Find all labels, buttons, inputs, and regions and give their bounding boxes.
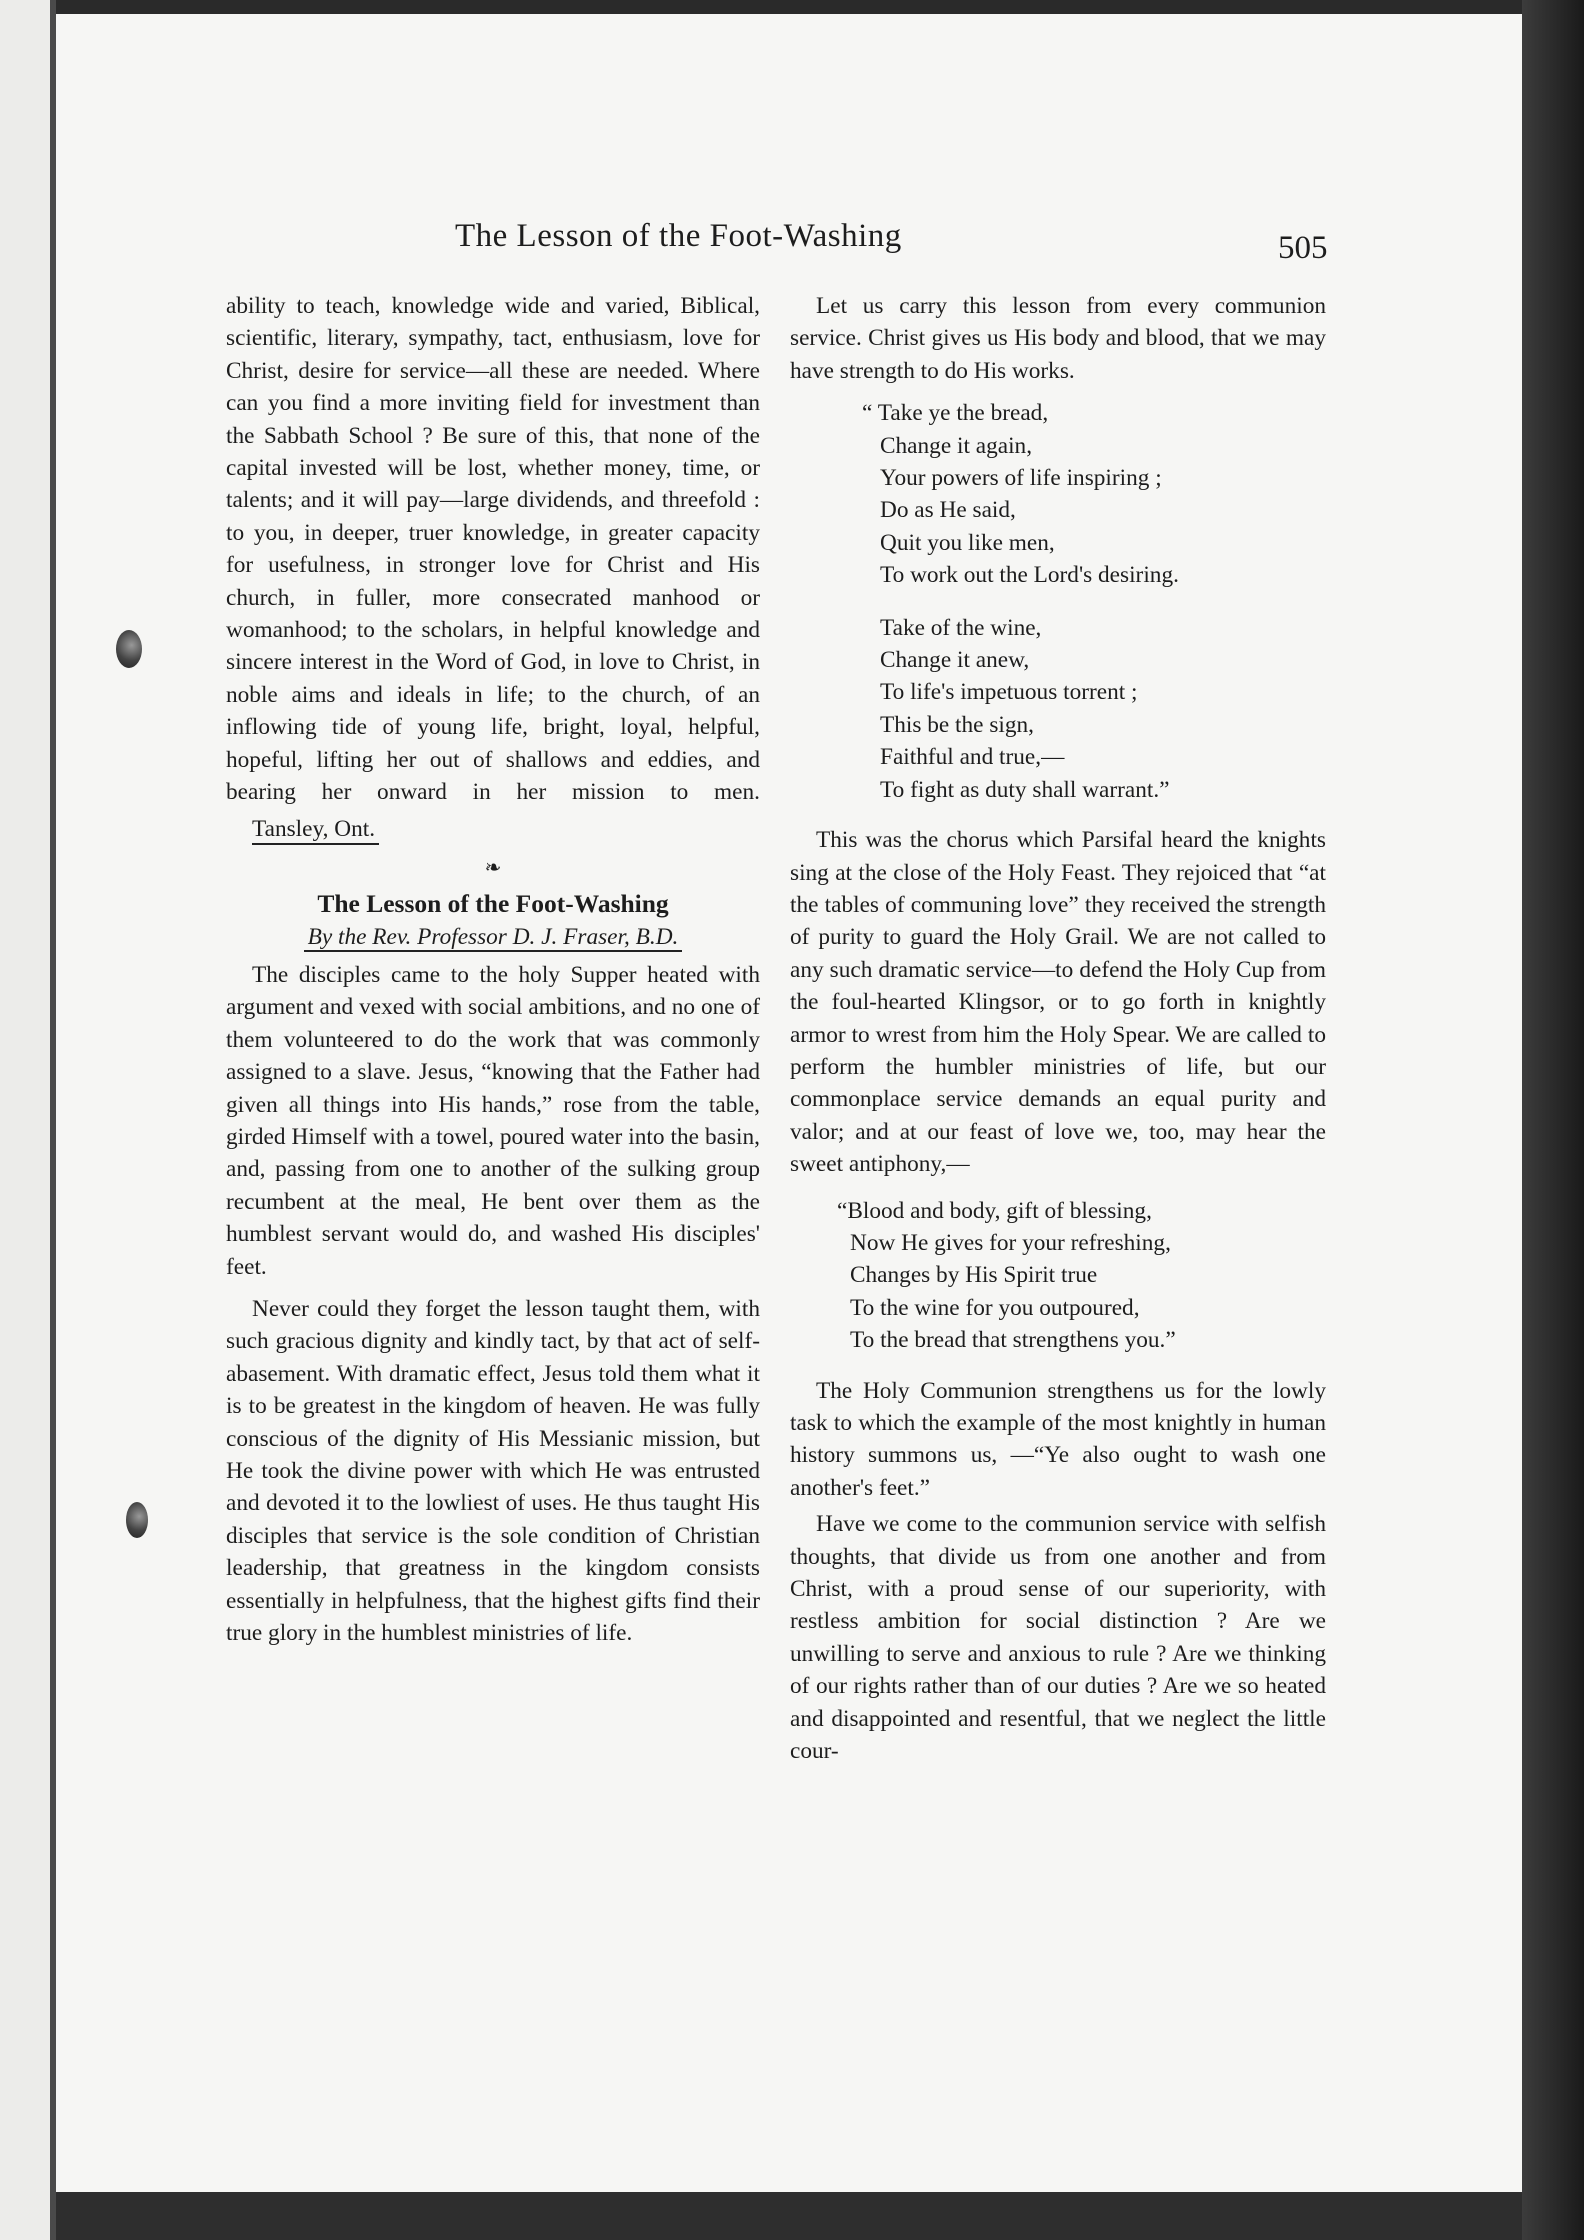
poem-stanza: [837, 1195, 1326, 1357]
poem-line: “ Take ye the bread,: [862, 400, 1049, 427]
right-paragraph-1: Let us carry this lesson from every communion service. Christ gives us His body and blood, that we may have strength to do His works.: [790, 293, 1326, 384]
running-title: The Lesson of the Foot-Washing: [455, 218, 902, 254]
poem-line: Now He gives for your refreshing,: [850, 1229, 1171, 1256]
poem-line: To life's impetuous torrent ;: [880, 679, 1138, 706]
poem-line: Do as He said,: [880, 497, 1016, 524]
poem-line: This be the sign,: [880, 711, 1035, 738]
continued-paragraph: ability to teach, knowledge wide and varied, Biblical, scientific, literary, sympathy, tact, enthusiasm, love for Christ, desire for service—all these are needed. Where can you find a more inviting field for investment than the Sabbath School ? Be sure of this, that none of the capital invested will be lost, whether money, time, or talents; and it will pay—large dividends, and threefold : to you, in deeper, truer knowledge, in greater capacity for usefulness, in stronger love for Christ and His church, in fuller, more consecrated manhood or womanhood; to the scholars, in helpful knowledge and sincere interest in the Word of God, in love to Christ, in noble aims and ideals in life; to the church, of an inflowing tide of young life, bright, loyal, helpful, hopeful, lifting her out of shallows and eddies, and bearing her onward in her mission to men.: [226, 293, 760, 806]
poem-line: Your powers of life inspiring ;: [880, 465, 1162, 492]
poem-line: “Blood and body, gift of blessing,: [837, 1197, 1152, 1224]
section-ornament: ❧: [484, 856, 502, 879]
signature: Tansley, Ont.: [252, 815, 379, 845]
left-page-edge: [0, 0, 56, 2240]
poem-line: Quit you like men,: [880, 529, 1055, 556]
scan-bottom-border: [56, 2192, 1522, 2240]
book-spine: [1522, 0, 1584, 2240]
poem-blood-and-body: [790, 1195, 1326, 1357]
poem-line: To work out the Lord's desiring.: [880, 562, 1179, 589]
article-paragraph-2: Never could they forget the lesson taught them, with such gracious dignity and kindly tact, by that act of self-abasement. With dramatic effect, Jesus told them what it is to be greatest in the kingdom of heaven. He was fully conscious of the dignity of His Messianic mission, but He took the divine power with which He was entrusted and devoted it to the lowliest of uses. He thus taught His disciples that service is the sole condition of Christian leadership, that greatness in the kingdom consists essentially in helpfulness, that the highest gifts find their true glory in the humblest ministries of life.: [226, 1295, 760, 1647]
right-column: [790, 290, 1326, 1767]
poem-line: Change it again,: [880, 432, 1033, 459]
poem-line: To the bread that strengthens you.”: [850, 1327, 1176, 1354]
byline-text: By the Rev. Professor D. J. Fraser, B.D.: [304, 924, 683, 952]
right-paragraph-4: Have we come to the communion service with selfish thoughts, that divide us from one another and from Christ, with a proud sense of our superiority, with restless ambition for social distinction ? Are we unwilling to serve and anxious to rule ? Are we thinking of our rights rather than of our duties ? Are we so heated and disappointed and resentful, that we neglect the little cour-: [790, 1511, 1326, 1765]
poem-line: Take of the wine,: [880, 614, 1042, 641]
right-paragraph-3: The Holy Communion strengthens us for the lowly task to which the example of the most knightly in human history summons us, —“Ye also ought to wash one another's feet.”: [790, 1377, 1326, 1501]
poem-line: To fight as duty shall warrant.”: [880, 776, 1170, 803]
article-title: The Lesson of the Foot-Washing: [317, 888, 669, 918]
left-column: [226, 290, 760, 1649]
byline: [226, 921, 760, 953]
page-number: 505: [1278, 230, 1328, 266]
poem-line: Faithful and true,—: [880, 744, 1065, 771]
punch-hole: [116, 630, 142, 668]
poem-line: To the wine for you outpoured,: [850, 1294, 1140, 1321]
article-paragraph-1: The disciples came to the holy Supper heated with argument and vexed with social ambitions, and no one of them volunteered to do the work that was commonly assigned to a slave. Jesus, “knowing that the Father had given all things into His hands,” rose from the table, girded Himself with a towel, poured water into the basin, and, passing from one to another of the sulking group recumbent at the meal, He bent over them as the humblest servant would do, and washed His disciples' feet.: [226, 961, 760, 1280]
poem-stanza-2: [880, 612, 1326, 806]
poem-line: Change it anew,: [880, 647, 1030, 674]
punch-hole: [126, 1502, 148, 1538]
poem-line: Changes by His Spirit true: [850, 1262, 1098, 1289]
poem-take-ye-the-bread: [790, 397, 1326, 806]
right-paragraph-2: This was the chorus which Parsifal heard the knights sing at the close of the Holy Feast. They rejoiced that “at the tables of communing love” they received the strength of purity to guard the Holy Grail. We are not called to any such dramatic service—to defend the Holy Cup from the foul-hearted Klingsor, or to go forth in knightly armor to wrest from him the Holy Spear. We are called to perform the humbler ministries of life, but our commonplace service demands an equal purity and valor; and at our feast of love we, too, may hear the sweet antiphony,—: [790, 827, 1326, 1178]
poem-stanza-1: [862, 397, 1326, 591]
